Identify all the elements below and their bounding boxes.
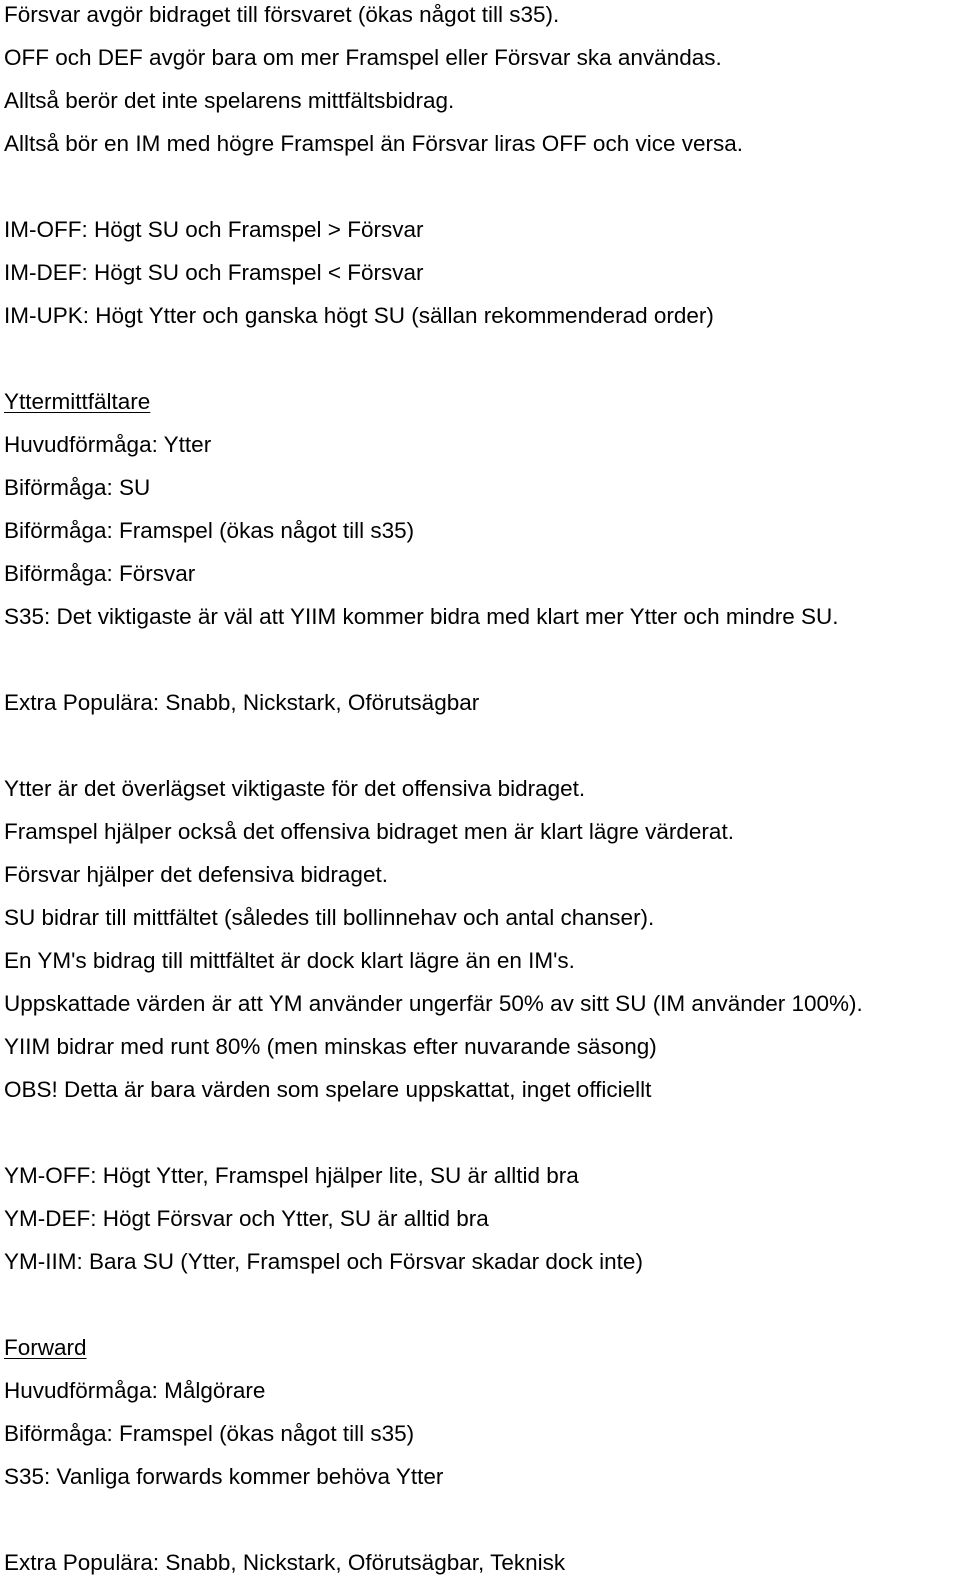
spacer: [4, 1111, 956, 1154]
im-order-off: IM-OFF: Högt SU och Framspel > Försvar: [4, 217, 424, 242]
ym-note-2: Framspel hjälper också det offensiva bidraget men är klart lägre värderat.: [4, 819, 734, 844]
fw-main-ability: Huvudförmåga: Målgörare: [4, 1378, 266, 1403]
ym-note-4: SU bidrar till mittfältet (således till bollinnehav och antal chanser).: [4, 905, 655, 930]
intro-line-3: Alltså berör det inte spelarens mittfältsbidrag.: [4, 88, 455, 113]
ym-note-8: OBS! Detta är bara värden som spelare uppskattat, inget officiellt: [4, 1077, 652, 1102]
fw-s35-note: S35: Vanliga forwards kommer behöva Ytter: [4, 1464, 444, 1489]
ym-order-iim: YM-IIM: Bara SU (Ytter, Framspel och Försvar skadar dock inte): [4, 1249, 643, 1274]
ym-side-ability-su: Biförmåga: SU: [4, 475, 151, 500]
ym-note-1: Ytter är det överlägset viktigaste för det offensiva bidraget.: [4, 776, 586, 801]
ym-order-def: YM-DEF: Högt Försvar och Ytter, SU är alltid bra: [4, 1206, 489, 1231]
spacer: [4, 165, 956, 208]
section-heading-forward: Forward: [4, 1335, 87, 1360]
ym-note-5: En YM's bidrag till mittfältet är dock klart lägre än en IM's.: [4, 948, 575, 973]
im-order-def: IM-DEF: Högt SU och Framspel < Försvar: [4, 260, 424, 285]
ym-s35-note: S35: Det viktigaste är väl att YIIM kommer bidra med klart mer Ytter och mindre SU.: [4, 604, 839, 629]
document-body: [4, 0, 956, 1584]
ym-note-3: Försvar hjälper det defensiva bidraget.: [4, 862, 388, 887]
spacer: [4, 337, 956, 380]
ym-note-6: Uppskattade värden är att YM använder ungerfär 50% av sitt SU (IM använder 100%).: [4, 991, 863, 1016]
spacer: [4, 638, 956, 681]
ym-main-ability: Huvudförmåga: Ytter: [4, 432, 212, 457]
spacer: [4, 724, 956, 767]
intro-line-1: Försvar avgör bidraget till försvaret (ökas något till s35).: [4, 2, 560, 27]
intro-line-2: OFF och DEF avgör bara om mer Framspel eller Försvar ska användas.: [4, 45, 722, 70]
ym-extra-popular: Extra Populära: Snabb, Nickstark, Oförutsägbar: [4, 690, 480, 715]
ym-side-ability-forsvar: Biförmåga: Försvar: [4, 561, 196, 586]
fw-side-ability-framspel: Biförmåga: Framspel (ökas något till s35): [4, 1421, 415, 1446]
fw-extra-popular: Extra Populära: Snabb, Nickstark, Oförutsägbar, Teknisk: [4, 1550, 566, 1575]
ym-order-off: YM-OFF: Högt Ytter, Framspel hjälper lite, SU är alltid bra: [4, 1163, 579, 1188]
ym-note-7: YIIM bidrar med runt 80% (men minskas efter nuvarande säsong): [4, 1034, 657, 1059]
ym-side-ability-framspel: Biförmåga: Framspel (ökas något till s35): [4, 518, 415, 543]
intro-line-4: Alltså bör en IM med högre Framspel än Försvar liras OFF och vice versa.: [4, 131, 743, 156]
spacer: [4, 1283, 956, 1326]
section-heading-yttermittfaltare: Yttermittfältare: [4, 389, 151, 414]
spacer: [4, 1498, 956, 1541]
im-order-upk: IM-UPK: Högt Ytter och ganska högt SU (sällan rekommenderad order): [4, 303, 714, 328]
